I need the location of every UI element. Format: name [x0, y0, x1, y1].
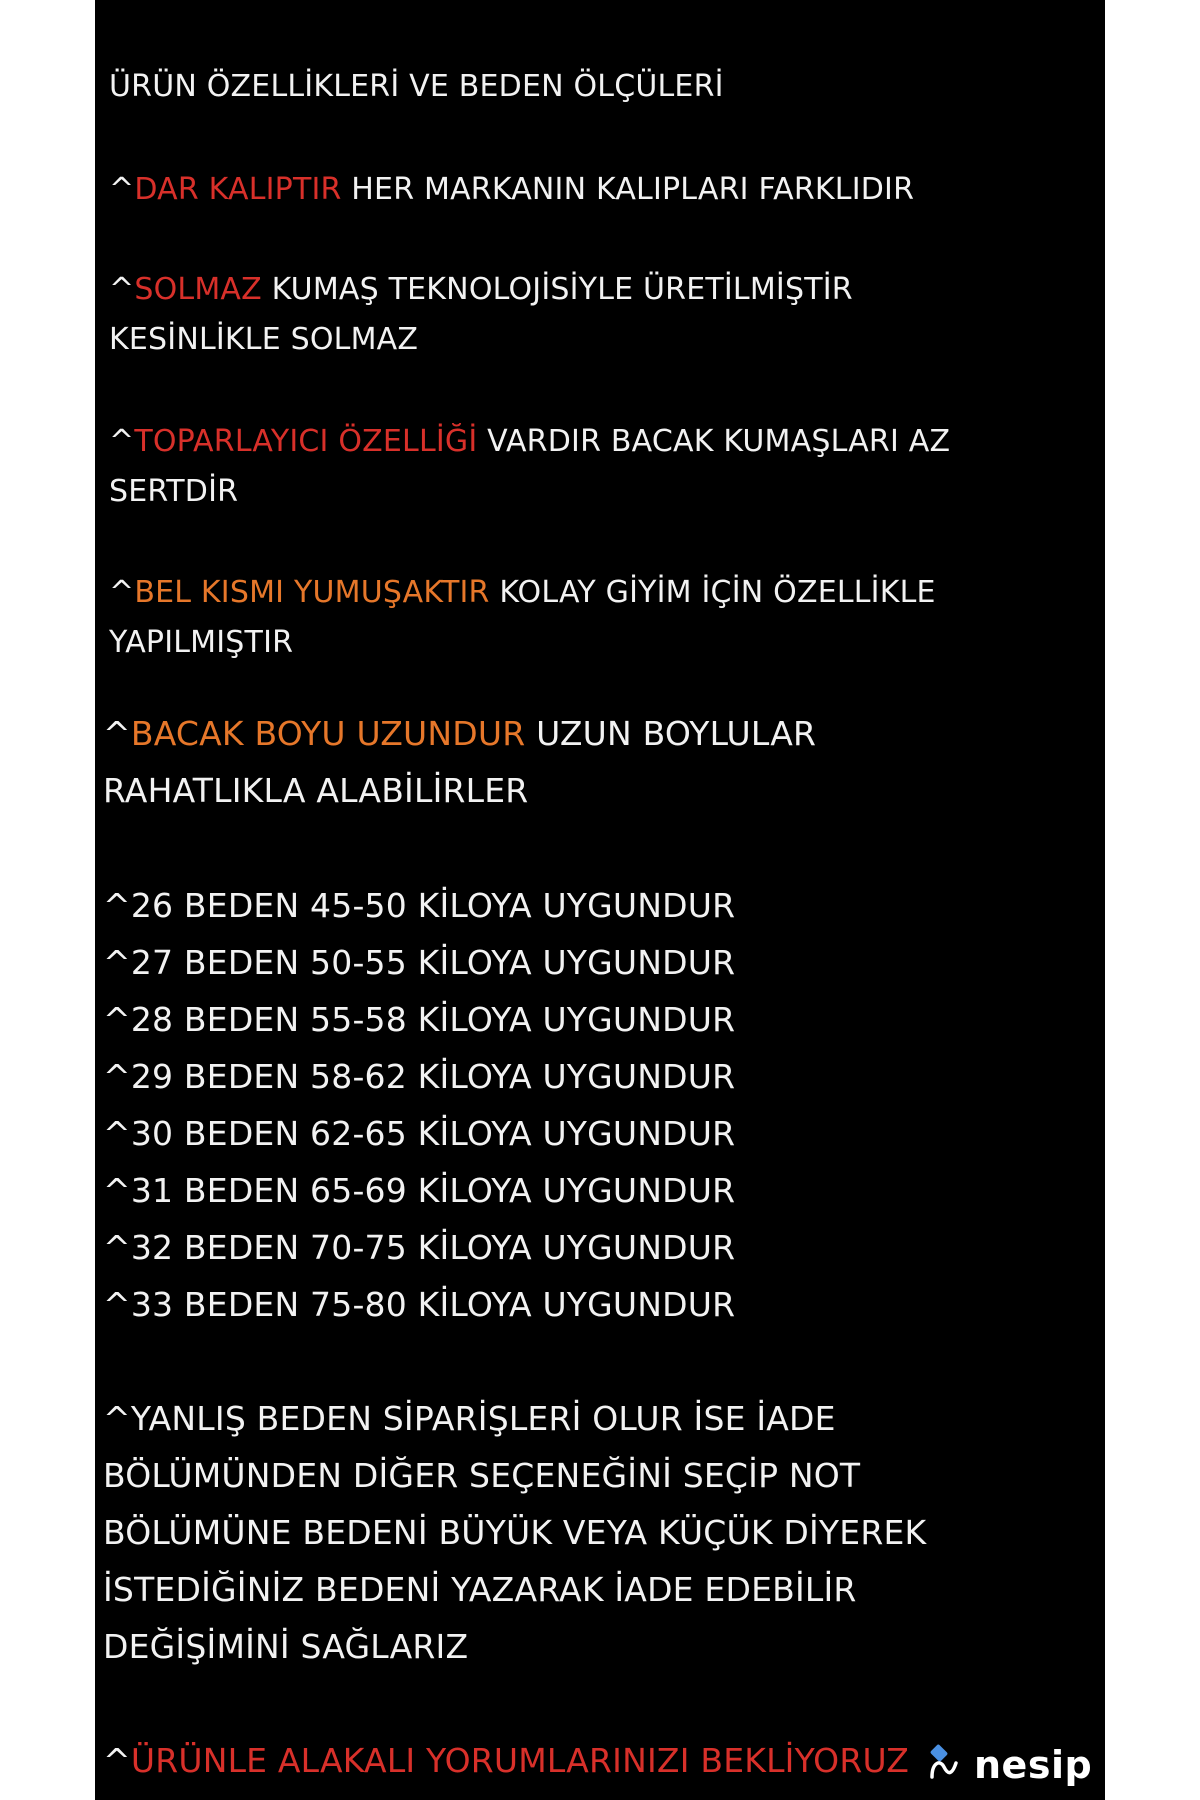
size-row: ^33 BEDEN 75-80 KİLOYA UYGUNDUR: [103, 1285, 736, 1324]
size-row: ^28 BEDEN 55-58 KİLOYA UYGUNDUR: [103, 1000, 736, 1039]
return-line: ^YANLIŞ BEDEN SİPARİŞLERİ OLUR İSE İADE: [103, 1399, 836, 1438]
size-row: ^27 BEDEN 50-55 KİLOYA UYGUNDUR: [103, 943, 736, 982]
size-chart: [103, 877, 1065, 1333]
size-row: ^32 BEDEN 70-75 KİLOYA UYGUNDUR: [103, 1228, 736, 1267]
feature-text: KOLAY GİYİM İÇİN ÖZELLİKLE: [489, 575, 936, 610]
feature-highlight: BEL KISMI YUMUŞAKTIR: [134, 575, 490, 610]
size-row: ^30 BEDEN 62-65 KİLOYA UYGUNDUR: [103, 1114, 736, 1153]
feature-highlight: DAR KALIPTIR: [134, 172, 342, 207]
size-row: ^29 BEDEN 58-62 KİLOYA UYGUNDUR: [103, 1057, 736, 1096]
bullet-caret: ^: [103, 714, 131, 753]
feature-toparlayici: [109, 417, 1065, 517]
feature-text: YAPILMIŞTIR: [109, 625, 294, 660]
return-line: İSTEDİĞİNİZ BEDENİ YAZARAK İADE EDEBİLİR: [103, 1570, 857, 1609]
feature-text: KUMAŞ TEKNOLOJİSİYLE ÜRETİLMİŞTİR: [261, 272, 853, 307]
bullet-caret: ^: [109, 575, 135, 610]
return-policy: [103, 1390, 1065, 1675]
bullet-caret: ^: [109, 172, 135, 207]
logo-text: nesip: [974, 1743, 1093, 1787]
bullet-caret: ^: [103, 1741, 131, 1780]
comment-request: [103, 1732, 1065, 1789]
feature-text: SERTDİR: [109, 474, 239, 509]
size-row: ^31 BEDEN 65-69 KİLOYA UYGUNDUR: [103, 1171, 736, 1210]
nesip-logo: [930, 1735, 1092, 1795]
feature-highlight: SOLMAZ: [134, 272, 262, 307]
comment-text: ÜRÜNLE ALAKALI YORUMLARINIZI BEKLİYORUZ: [130, 1741, 910, 1780]
feature-text: RAHATLIKLA ALABİLİRLER: [103, 771, 529, 810]
feature-solmaz: [109, 265, 1065, 365]
feature-dar-kalip: [109, 165, 1065, 215]
bullet-caret: ^: [109, 424, 135, 459]
feature-bacak-boyu: [103, 705, 1065, 819]
feature-highlight: BACAK BOYU UZUNDUR: [130, 714, 526, 753]
return-line: BÖLÜMÜNDEN DİĞER SEÇENEĞİNİ SEÇİP NOT: [103, 1456, 861, 1495]
return-line: BÖLÜMÜNE BEDENİ BÜYÜK VEYA KÜÇÜK DİYEREK: [103, 1513, 927, 1552]
feature-bel: [109, 568, 1065, 668]
page-title: [109, 62, 1065, 112]
feature-text: KESİNLİKLE SOLMAZ: [109, 322, 419, 357]
title-text: ÜRÜN ÖZELLİKLERİ VE BEDEN ÖLÇÜLERİ: [109, 69, 724, 104]
return-line: DEĞİŞİMİNİ SAĞLARIZ: [103, 1627, 469, 1666]
product-info-panel: [95, 0, 1105, 1800]
size-row: ^26 BEDEN 45-50 KİLOYA UYGUNDUR: [103, 886, 736, 925]
bullet-caret: ^: [109, 272, 135, 307]
feature-text: VARDIR BACAK KUMAŞLARI AZ: [477, 424, 951, 459]
feature-text: HER MARKANIN KALIPLARI FARKLIDIR: [341, 172, 915, 207]
feature-text: UZUN BOYLULAR: [525, 714, 817, 753]
feature-highlight: TOPARLAYICI ÖZELLİĞİ: [134, 424, 478, 459]
price-tag-icon: [930, 1747, 970, 1783]
